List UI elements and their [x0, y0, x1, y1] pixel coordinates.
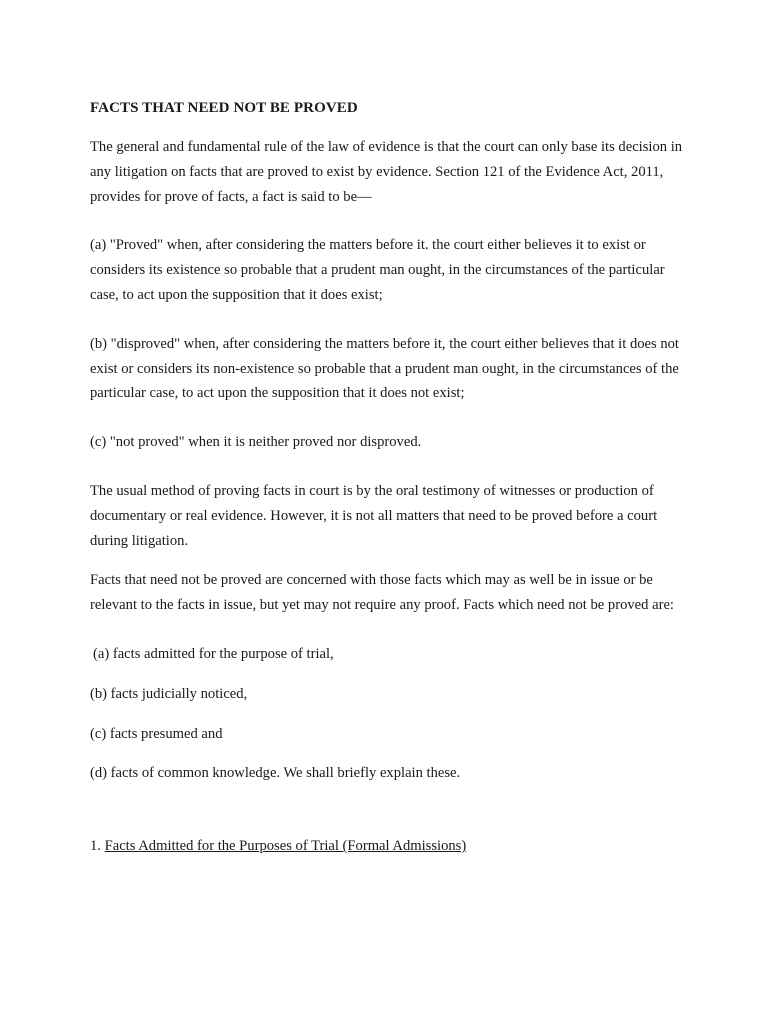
- section-spacer: [90, 786, 690, 834]
- list-item: (c) facts presumed and: [90, 725, 223, 742]
- list-item: (d) facts of common knowledge. We shall briefly explain these.: [90, 765, 461, 782]
- document-page: [90, 98, 690, 859]
- intro-paragraph: The general and fundamental rule of the law of evidence is that the court can only base its decision in any litigation on facts that are proved to exist by evidence. Section 121 of the Evidence Act, 2011, provides for prove of facts, a fact is said to be—: [90, 139, 683, 205]
- method-paragraph: The usual method of proving facts in court is by the oral testimony of witnesses or production of documentary or real evidence. However, it is not all matters that need to be proved before a court during litigation.: [90, 482, 658, 549]
- document-title: FACTS THAT NEED NOT BE PROVED: [90, 100, 358, 116]
- definition-disproved: (b) "disproved" when, after considering the matters before it, the court either believes that it does not exist or considers its non-existence so probable that a prudent man ought, in the circumstances of the particular case, to act upon the supposition that it does not exist;: [90, 335, 679, 402]
- section-heading: [90, 834, 690, 859]
- section-title-link: Facts Admitted for the Purposes of Trial (Formal Admissions): [104, 838, 467, 855]
- list-item: (b) facts judicially noticed,: [90, 685, 248, 702]
- definition-not-proved: (c) "not proved" when it is neither proved nor disproved.: [90, 434, 422, 451]
- need-not-paragraph: Facts that need not be proved are concerned with those facts which may as well be in issue or be relevant to the facts in issue, but yet may not require any proof. Facts which need not be proved are:: [90, 572, 674, 614]
- list-item: (a) facts admitted for the purpose of trial,: [93, 645, 334, 662]
- section-number: 1.: [90, 838, 101, 855]
- definition-proved: (a) "Proved" when, after considering the matters before it. the court either believes it to exist or considers its existence so probable that a prudent man ought, in the circumstances of the particular case, to act upon the supposition that it does exist;: [90, 237, 665, 303]
